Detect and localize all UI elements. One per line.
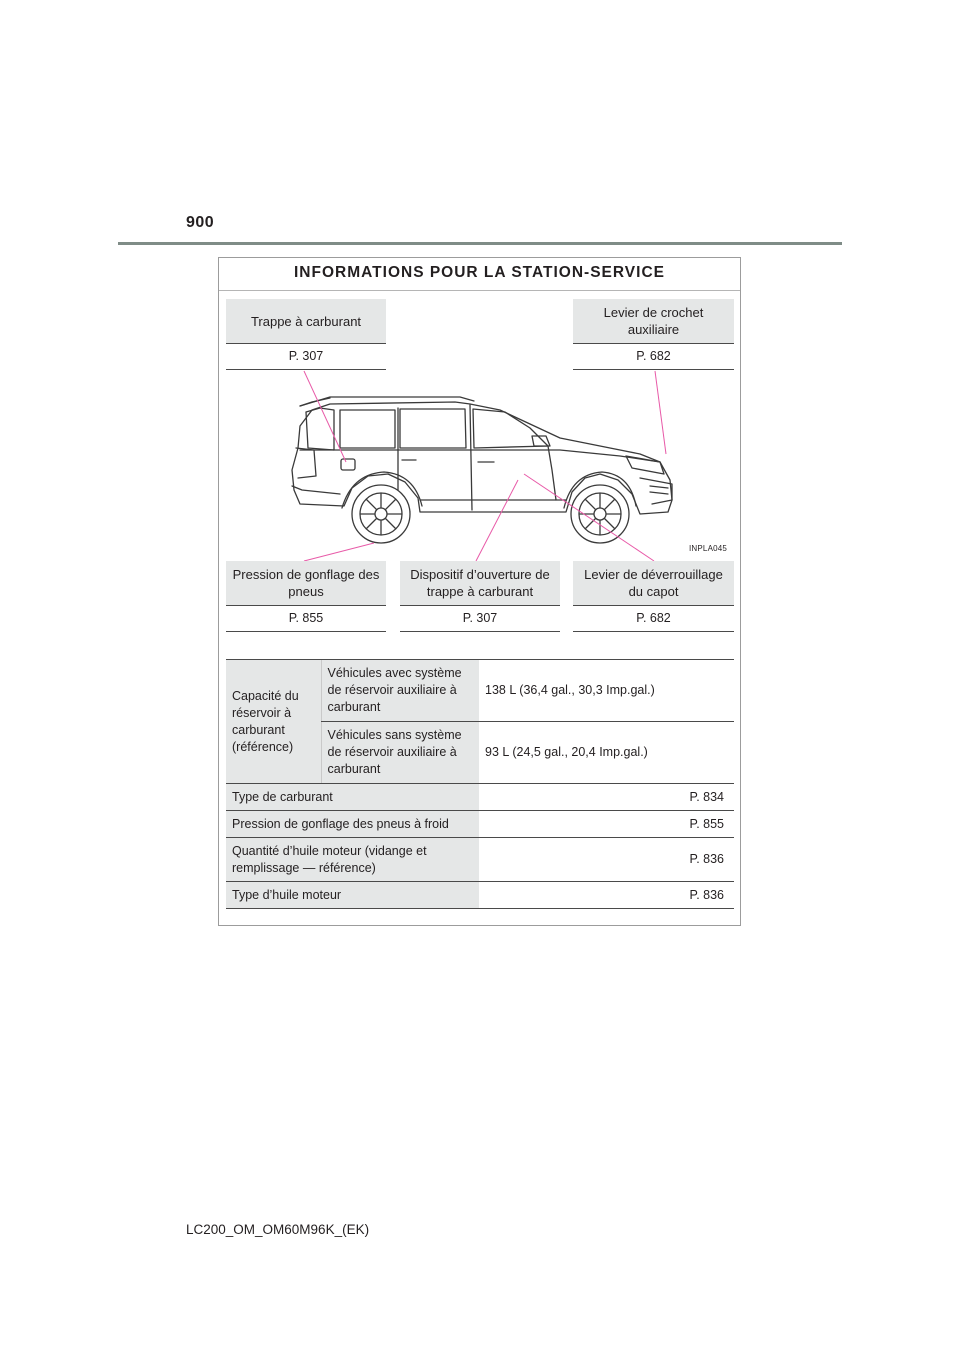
door-line-front (470, 405, 472, 510)
fuel-door (341, 459, 355, 470)
leader-fuel-opener (476, 480, 518, 561)
rear-door-window (400, 409, 466, 448)
callout-aux-hook-page: P. 682 (573, 344, 734, 370)
row-value: P. 855 (479, 811, 734, 838)
capacity-label: Capacité du réservoir à carburant (référence) (226, 660, 321, 784)
callout-hood-release-page: P. 682 (573, 606, 734, 632)
page-number: 900 (186, 214, 215, 231)
panel-title: INFORMATIONS POUR LA STATION-SERVICE (219, 258, 740, 291)
tail-light (296, 448, 316, 478)
row-label: Pression de gonflage des pneus à froid (226, 811, 479, 838)
callout-hood-release (573, 561, 734, 632)
callout-hood-release-label: Levier de déverrouillage du capot (573, 561, 734, 606)
table-row (226, 838, 734, 882)
callout-fuel-opener (400, 561, 560, 632)
rear-bumper (292, 486, 340, 494)
without-aux-value: 93 L (24,5 gal., 20,4 Imp.gal.) (479, 722, 734, 784)
front-door-window (473, 409, 548, 448)
row-value: P. 836 (479, 882, 734, 909)
info-table (226, 659, 734, 909)
callout-tire-pressure-label: Pression de gonflage des pneus (226, 561, 386, 606)
rear-glass (306, 408, 334, 450)
row-label: Quantité d’huile moteur (vidange et remplissage — référence) (226, 838, 479, 882)
row-label: Type d’huile moteur (226, 882, 479, 909)
with-aux-value: 138 L (36,4 gal., 30,3 Imp.gal.) (479, 660, 734, 722)
callout-tire-pressure (226, 561, 386, 632)
row-label: Type de carburant (226, 784, 479, 811)
without-aux-label: Véhicules sans système de réservoir auxiliaire à carburant (321, 722, 479, 784)
figure-code: INPLA045 (689, 544, 728, 553)
belt-line (300, 450, 660, 462)
front-wheel (571, 485, 629, 543)
callout-aux-hook-label: Levier de crochet auxiliaire (573, 299, 734, 344)
table-row (226, 784, 734, 811)
callout-fuel-door-page: P. 307 (226, 344, 386, 370)
row-value: P. 834 (479, 784, 734, 811)
table-row (226, 811, 734, 838)
headlight (626, 456, 664, 474)
rear-quarter-window (340, 410, 395, 448)
leader-aux-hook (655, 371, 666, 454)
callout-fuel-opener-label: Dispositif d’ouverture de trappe à carburant (400, 561, 560, 606)
table-row (226, 882, 734, 909)
door-line-front-edge (548, 446, 556, 500)
row-value: P. 836 (479, 838, 734, 882)
rear-wheel (352, 485, 410, 543)
grille (650, 486, 668, 494)
footer-code: LC200_OM_OM60M96K_(EK) (186, 1222, 370, 1237)
callout-fuel-opener-page: P. 307 (400, 606, 560, 632)
with-aux-label: Véhicules avec système de réservoir auxiliaire à carburant (321, 660, 479, 722)
callout-tire-pressure-page: P. 855 (226, 606, 386, 632)
table-row (226, 660, 734, 722)
front-bumper (640, 478, 672, 504)
leader-tire-pressure (304, 543, 374, 561)
callout-fuel-door-label: Trappe à carburant (226, 299, 386, 344)
